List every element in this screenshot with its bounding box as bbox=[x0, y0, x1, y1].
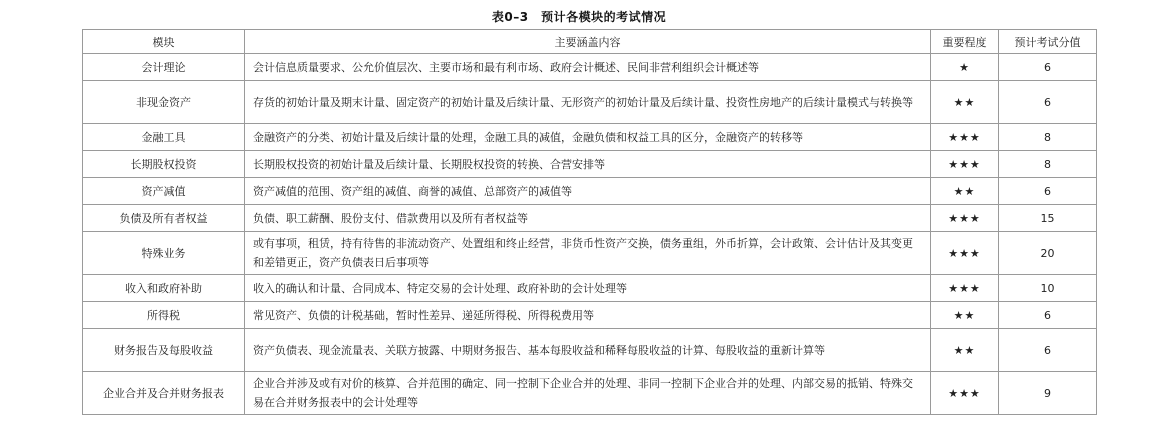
header-importance: 重要程度 bbox=[931, 30, 999, 54]
score-cell: 15 bbox=[999, 205, 1097, 232]
module-cell: 财务报告及每股收益 bbox=[83, 329, 245, 372]
table-row bbox=[83, 205, 1097, 232]
table-caption: 表0–3 预计各模块的考试情况 bbox=[491, 10, 667, 24]
importance-stars: ★★ bbox=[931, 81, 999, 124]
content-cell: 收入的确认和计量、合同成本、特定交易的会计处理、政府补助的会计处理等 bbox=[245, 275, 931, 302]
importance-stars: ★ bbox=[931, 54, 999, 81]
table-row bbox=[83, 372, 1097, 415]
table-row bbox=[83, 81, 1097, 124]
module-cell: 资产减值 bbox=[83, 178, 245, 205]
importance-stars: ★★ bbox=[931, 302, 999, 329]
module-cell: 企业合并及合并财务报表 bbox=[83, 372, 245, 415]
importance-stars: ★★★ bbox=[931, 232, 999, 275]
importance-stars: ★★ bbox=[931, 178, 999, 205]
module-cell: 会计理论 bbox=[83, 54, 245, 81]
importance-stars: ★★ bbox=[931, 329, 999, 372]
importance-stars: ★★★ bbox=[931, 205, 999, 232]
table-row bbox=[83, 54, 1097, 81]
content-cell: 负债、职工薪酬、股份支付、借款费用以及所有者权益等 bbox=[245, 205, 931, 232]
content-cell: 常见资产、负债的计税基础，暂时性差异、递延所得税、所得税费用等 bbox=[245, 302, 931, 329]
score-cell: 8 bbox=[999, 124, 1097, 151]
importance-stars: ★★★ bbox=[931, 275, 999, 302]
score-cell: 6 bbox=[999, 302, 1097, 329]
table-row bbox=[83, 275, 1097, 302]
content-cell: 金融资产的分类、初始计量及后续计量的处理，金融工具的减值，金融负债和权益工具的区分，金融资产的转移等 bbox=[245, 124, 931, 151]
importance-stars: ★★★ bbox=[931, 372, 999, 415]
score-cell: 6 bbox=[999, 54, 1097, 81]
content-cell: 会计信息质量要求、公允价值层次、主要市场和最有利市场、政府会计概述、民间非营利组织会计概述等 bbox=[245, 54, 931, 81]
header-score: 预计考试分值 bbox=[999, 30, 1097, 54]
content-cell: 或有事项，租赁，持有待售的非流动资产、处置组和终止经营，非货币性资产交换，债务重组，外币折算，会计政策、会计估计及其变更和差错更正，资产负债表日后事项等 bbox=[245, 232, 931, 275]
score-cell: 6 bbox=[999, 329, 1097, 372]
table-row bbox=[83, 329, 1097, 372]
content-cell: 资产负债表、现金流量表、关联方披露、中期财务报告、基本每股收益和稀释每股收益的计算、每股收益的重新计算等 bbox=[245, 329, 931, 372]
module-cell: 特殊业务 bbox=[83, 232, 245, 275]
module-cell: 负债及所有者权益 bbox=[83, 205, 245, 232]
module-cell: 长期股权投资 bbox=[83, 151, 245, 178]
score-cell: 20 bbox=[999, 232, 1097, 275]
table-row bbox=[83, 232, 1097, 275]
module-cell: 非现金资产 bbox=[83, 81, 245, 124]
table-row bbox=[83, 124, 1097, 151]
score-cell: 9 bbox=[999, 372, 1097, 415]
module-cell: 收入和政府补助 bbox=[83, 275, 245, 302]
score-cell: 6 bbox=[999, 178, 1097, 205]
score-cell: 10 bbox=[999, 275, 1097, 302]
table-header-row bbox=[83, 30, 1097, 54]
score-cell: 8 bbox=[999, 151, 1097, 178]
content-cell: 企业合并涉及或有对价的核算、合并范围的确定、同一控制下企业合并的处理、非同一控制下企业合并的处理、内部交易的抵销、特殊交易在合并财务报表中的会计处理等 bbox=[245, 372, 931, 415]
content-cell: 存货的初始计量及期末计量、固定资产的初始计量及后续计量、无形资产的初始计量及后续计量、投资性房地产的后续计量模式与转换等 bbox=[245, 81, 931, 124]
exam-modules-table bbox=[82, 29, 1097, 415]
module-cell: 所得税 bbox=[83, 302, 245, 329]
module-cell: 金融工具 bbox=[83, 124, 245, 151]
header-content: 主要涵盖内容 bbox=[245, 30, 931, 54]
header-module: 模块 bbox=[83, 30, 245, 54]
content-cell: 长期股权投资的初始计量及后续计量、长期股权投资的转换、合营安排等 bbox=[245, 151, 931, 178]
score-cell: 6 bbox=[999, 81, 1097, 124]
importance-stars: ★★★ bbox=[931, 151, 999, 178]
importance-stars: ★★★ bbox=[931, 124, 999, 151]
table-row bbox=[83, 151, 1097, 178]
table-row bbox=[83, 178, 1097, 205]
content-cell: 资产减值的范围、资产组的减值、商誉的减值、总部资产的减值等 bbox=[245, 178, 931, 205]
table-row bbox=[83, 302, 1097, 329]
